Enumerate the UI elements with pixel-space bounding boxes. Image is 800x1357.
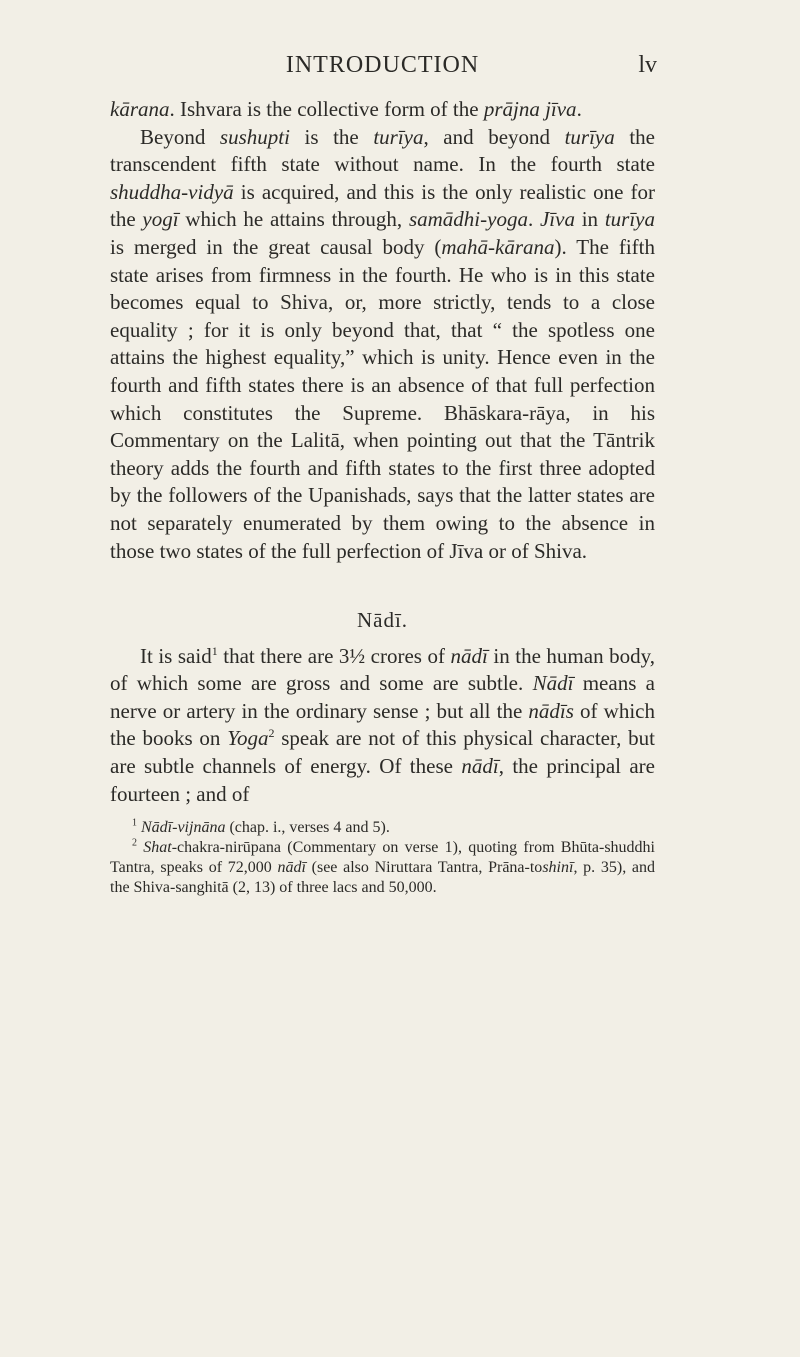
footnote-mark: 2 [132, 837, 137, 849]
footnote-1 [110, 818, 655, 838]
text-run: Beyond [140, 124, 220, 149]
term: yogī [142, 207, 179, 232]
text-run: is the [289, 124, 374, 149]
text-run: in the human body, of which some are gross and some are subtle. [110, 643, 656, 696]
term: Yoga [227, 726, 269, 751]
term: nādīs [528, 698, 574, 723]
term: nādī [461, 754, 499, 779]
text-run: . [576, 97, 582, 121]
paragraph-3 [110, 643, 655, 809]
term: nādī [277, 859, 306, 877]
footnote-2 [110, 838, 655, 898]
term: turīya [373, 124, 424, 149]
paragraph-2 [110, 124, 655, 566]
footnote-mark: 1 [132, 817, 137, 829]
term: sushupti [219, 124, 290, 149]
term: mahā-kārana [441, 234, 555, 259]
term: turīya [604, 207, 655, 232]
text-run: , the principal are fourteen ; and of [110, 754, 655, 806]
text-run: means a nerve or artery in the ordinary sense ; but all the [110, 671, 655, 723]
text-run: . Ishvara is the collective form of the [169, 97, 484, 121]
term: nādī [450, 643, 488, 668]
text-run: the transcendent fifth state without name. In the fourth state [110, 124, 655, 177]
footnotes [110, 818, 655, 898]
text-run: -chakra-nirūpana [171, 839, 281, 857]
term: turīya [564, 124, 615, 149]
term: shinī [542, 859, 574, 877]
text-run: . [527, 207, 540, 232]
running-head [110, 52, 655, 88]
running-head-title: INTRODUCTION [285, 52, 480, 78]
text-run: that there are 3½ crores of [217, 643, 451, 668]
footnote-ref-2: 2 [268, 726, 275, 741]
text-run: , and beyond [423, 124, 565, 149]
text-run: in [574, 207, 605, 232]
paragraph-1 [110, 96, 655, 124]
term: shuddha-vidyā [110, 179, 234, 204]
text-run: It is said [140, 643, 212, 668]
term: Nādī [532, 671, 574, 696]
term: kārana [110, 97, 170, 121]
footnote-ref-1: 1 [211, 643, 218, 658]
term: Jīva [539, 207, 575, 232]
text-run: ). The fifth state arises from firmness in the fourth. He who is in this state becomes equal to Shiva, or, more strictly, tends to a close equality ; for it is only beyond that, that “ the spotless one attains the highest equality,” which is unity. Hence even in the fourth and fifth states there is an absence of that full perfection which constitutes the Supreme. Bhāskara-rāya, in his Commentary on the Lalitā, when pointing out that the Tāntrik theory adds the fourth and fifth states to the first three adopted by the followers of the Upanishads, says that the latter states are not separately enumerated by them owing to the absence in those two states of the full perfection of Jīva or of Shiva. [110, 234, 655, 563]
text-run: speak are not of this physical character, but are subtle channels of energy. Of these [110, 726, 655, 779]
text-run: (chap. i., verses 4 and 5). [225, 819, 390, 837]
term: Shat [143, 839, 172, 857]
text-run: of which the books on [110, 698, 655, 751]
text-run: , p. 35), and the Shiva-sanghitā (2, 13) of three lacs and 50,000. [110, 859, 655, 897]
text-run: which he attains through, [178, 207, 409, 232]
page-number: lv [638, 52, 657, 78]
text-run: is merged in the great causal body ( [110, 234, 442, 259]
term: prājna jīva [483, 97, 577, 121]
text-run: (see also Niruttara Tantra, Prāna-to [305, 859, 543, 877]
section-heading: Nādī. [356, 608, 409, 633]
text-run: (Commentary on verse 1), quoting from Bhūta-shuddhi Tantra, speaks of 72,000 [110, 839, 655, 877]
text-run: is acquired, and this is the only realistic one for the [110, 179, 655, 232]
body-text [110, 96, 655, 898]
term: samādhi-yoga [408, 207, 528, 232]
term: Nādī-vijnāna [141, 819, 226, 837]
